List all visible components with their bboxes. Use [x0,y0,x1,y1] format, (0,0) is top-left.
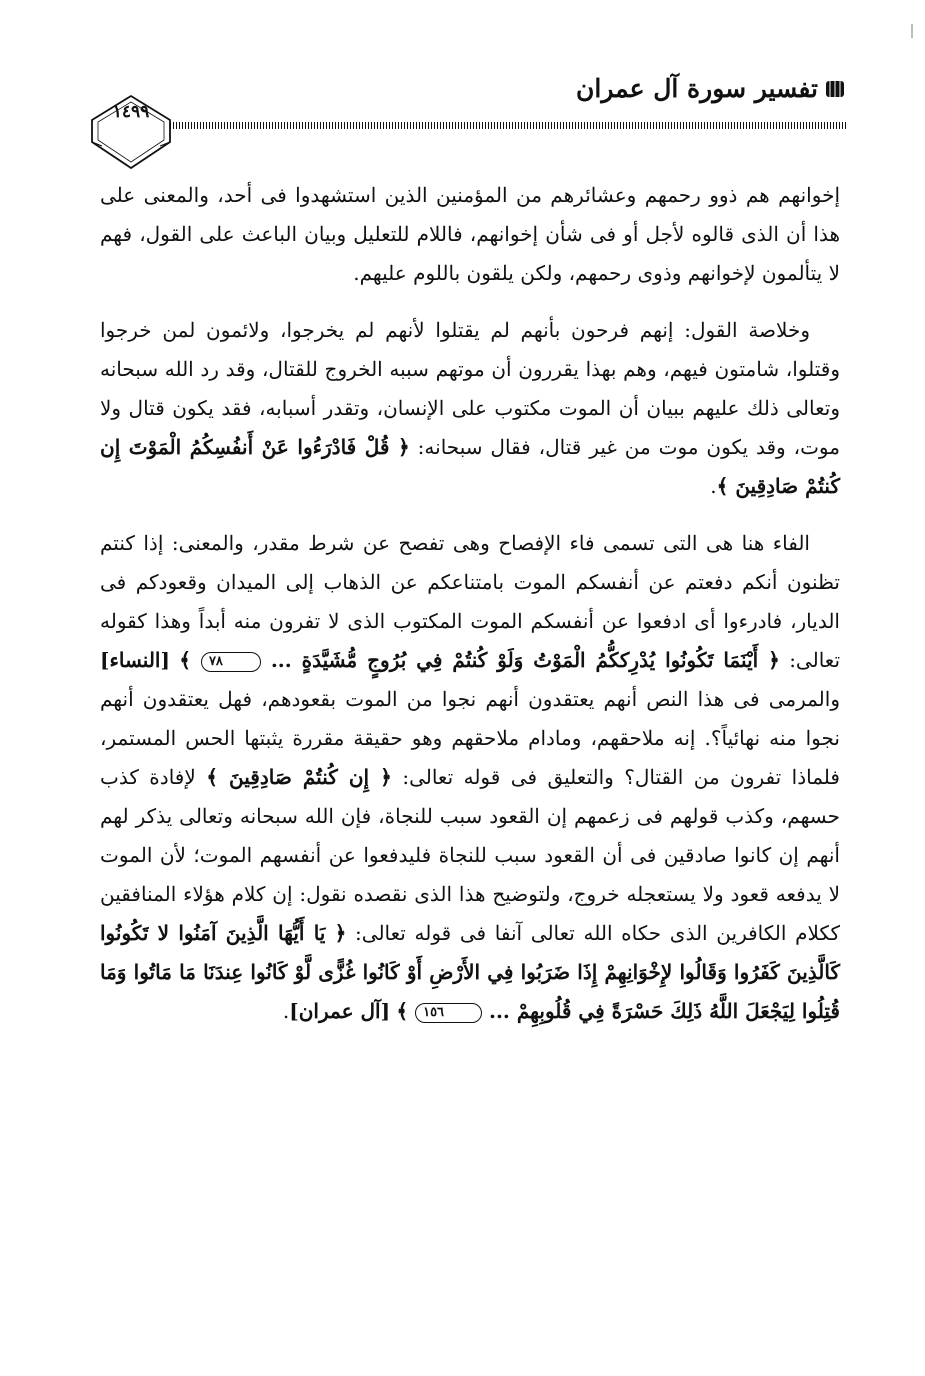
paragraph-2 [100,311,840,506]
paragraph-3 [100,524,840,1031]
text-segment: . [710,474,717,498]
ayah-number-marker: ١٥٦ [415,1003,482,1023]
body-text [100,176,840,1049]
paragraph-1 [100,176,840,293]
quran-verse: ﴿ قُلْ فَادْرَءُوا عَنْ أَنفُسِكُمُ الْمَوْتَ إِن كُنتُمْ صَادِقِينَ ﴾ [100,435,840,498]
quran-verse: ﴿ إِن كُنتُمْ صَادِقِينَ ﴾ [206,765,392,789]
ornament-icon [824,78,846,100]
text-segment: الفاء هنا هى التى تسمى فاء الإفصاح وهى تفصح عن شرط مقدر، والمعنى: إذا كنتم تظنون أنكم دفعتم عن أنفسكم الموت بامتناعكم عن الذهاب إلى الميدان وقعودكم فى الديار، فادرءوا أى ادفعوا عن أنفسكم الموت المكتوب الذى لا تفرون منه أبداً وهذا كقوله تعالى: [100,531,841,672]
quran-verse-close: ﴾ [396,999,416,1023]
text-segment: والمرمى فى هذا النص أنهم يعتقدون أنهم نجوا من الموت بقعودهم، فهل يعتقدون أنهم نجوا منه نهائياً؟. إنه ملاحقهم، ومادام ملاحقهم وهو حقيقة مقررة يثبتها الحس المستمر، فلماذا تفرون من القتال؟ والتعليق فى قوله تعالى: [100,687,840,789]
text-segment: . [282,999,290,1023]
surah-reference: [آل عمران] [289,999,391,1023]
surah-reference: [النساء] [100,648,170,672]
scan-mark [911,24,913,38]
page-header [88,70,848,170]
quran-verse: ﴿ أَيْنَمَا تَكُونُوا يُدْرِككُّمُ الْمَوْتُ وَلَوْ كُنتُمْ فِي بُرُوجٍ مُّشَيَّدَةٍ ... [260,648,780,672]
ayah-number-marker: ٧٨ [201,652,261,672]
running-title: تفسير سورة آل عمران [576,74,818,103]
text-segment: إخوانهم هم ذوو رحمهم وعشائرهم من المؤمنين الذين استشهدوا فى أحد، والمعنى على هذا أن الذى قالوه لأجل أو فى شأن إخوانهم، فاللام للتعليل وبيان الباعث على القول، فهم لا يتألمون لإخوانهم وذوى رحمهم، ولكن يلقون باللوم عليهم. [100,183,840,285]
page-number: ١٤٩٩ [112,102,150,122]
text-segment: وخلاصة القول: إنهم فرحون بأنهم لم يقتلوا لأنهم لم يخرجوا، ولائمون لمن خرجوا وقتلوا، شامتون فيهم، وهم بهذا يقررون أن موتهم سببه الخروج للقتال، وقد رد الله سبحانه وتعالى ذلك عليهم ببيان أن الموت مكتوب على الإنسان، وتقدر أسبابه، فقد يكون قتال ولا موت، وقد يكون موت من غير قتال، فقال سبحانه: [100,318,840,459]
quran-verse-close: ﴾ [179,648,201,672]
text-segment: لإفادة كذب حسهم، وكذب قولهم فى زعمهم إن القعود سبب للنجاة، فإن الله سبحانه وتعالى يذكر لهم أنهم إن كانوا صادقين فى أن القعود سبب للنجاة فليدفعوا عن أنفسهم الموت؛ لأن الموت لا يدفعه قعود ولا يستعجله خروج، ولتوضيح هذا الذى نقصده نقول: إن كلام هؤلاء المنافقين ككلام الكافرين الذى حكاه الله تعالى آنفا فى قوله تعالى: [100,765,840,945]
header-rule [170,122,848,129]
quran-verse: ﴿ يَا أَيُّهَا الَّذِينَ آمَنُوا لا تَكُونُوا كَالَّذِينَ كَفَرُوا وَقَالُوا لإِخْوَانِهِمْ إِذَا ضَرَبُوا فِي الأَرْضِ أَوْ كَانُوا غُزًّى لَّوْ كَانُوا عِندَنَا مَا مَاتُوا وَمَا قُتِلُوا لِيَجْعَلَ اللَّهُ ذَلِكَ حَسْرَةً فِي قُلُوبِهِمْ ... [100,921,840,1023]
text-segment [170,648,179,672]
